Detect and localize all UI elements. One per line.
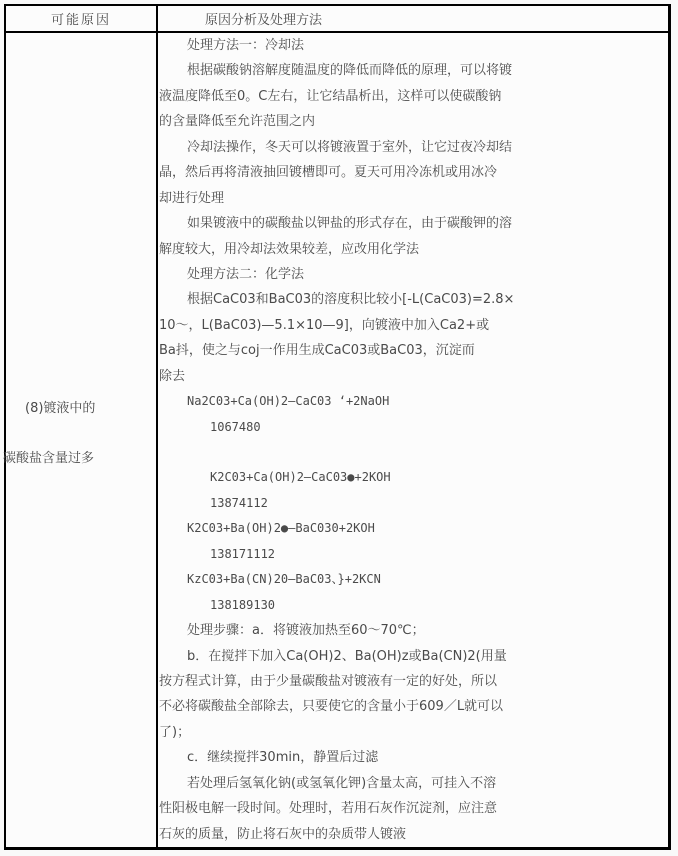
analysis-line: 解度较大，用冷却法效果较差，应改用化学法 bbox=[159, 241, 420, 257]
analysis-line: 处理方法二：化学法 bbox=[187, 266, 305, 282]
analysis-line: 1067480 bbox=[210, 419, 261, 434]
header-analysis-treatment: 原因分析及处理方法 bbox=[205, 13, 323, 28]
header-possible-cause: 可能原因 bbox=[50, 13, 111, 28]
analysis-line: 如果镀液中的碳酸盐以钾盐的形式存在，由于碳酸钾的溶 bbox=[187, 216, 513, 232]
analysis-line: 处理方法一：冷却法 bbox=[187, 38, 305, 53]
analysis-line: 138189130 bbox=[210, 597, 276, 612]
analysis-line: 不必将碳酸盐全部除去，只要使它的含量小于609／L就可以 bbox=[159, 699, 504, 715]
cause-cell bbox=[3, 33, 156, 847]
analysis-line: 液温度降低至0。C左右，让它结晶析出，这样可以使碳酸钠 bbox=[159, 88, 502, 104]
analysis-line: 13874112 bbox=[210, 495, 268, 510]
analysis-line: 按方程式计算，由于少量碳酸盐对镀液有一定的好处，所以 bbox=[159, 673, 498, 689]
cause-line-1: (8)镀液中的 bbox=[25, 401, 96, 416]
analysis-line: Ba抖，使之与coj一作用生成CaC03或BaC03，沉淀而 bbox=[159, 343, 475, 359]
analysis-line: 除去 bbox=[159, 368, 186, 384]
analysis-line bbox=[159, 440, 668, 465]
troubleshooting-table bbox=[4, 4, 671, 850]
table-header-row bbox=[6, 6, 668, 33]
analysis-line: K2C03+Ba(OH)2●—BaC030+2KOH bbox=[187, 521, 375, 536]
analysis-cell bbox=[158, 33, 668, 847]
analysis-line: b．在搅拌下加入Ca(OH)2、Ba(OH)z或Ba(CN)2(用量 bbox=[187, 648, 507, 664]
analysis-line: 晶，然后再将清液抽回镀槽即可。夏天可用冷冻机或用冰冷 bbox=[159, 165, 498, 181]
analysis-line: Na2C03+Ca(OH)2—CaC03 ‘+2NaOH bbox=[187, 394, 390, 409]
analysis-line: 冷却法操作，冬天可以将镀液置于室外，让它过夜冷却结 bbox=[187, 139, 513, 155]
analysis-line: 10～，L(BaC03)—5.1×10—9]，向镀液中加入Ca2+或 bbox=[159, 317, 490, 333]
analysis-line: K2C03+Ca(OH)2—CaC03●+2KOH bbox=[210, 470, 391, 485]
analysis-line: 根据碳酸钠溶解度随温度的降低而降低的原理，可以将镀 bbox=[187, 63, 513, 79]
analysis-line: 性阳极电解一段时间。处理时，若用石灰作沉淀剂，应注意 bbox=[159, 801, 498, 817]
analysis-line: c．继续搅拌30min，静置后过滤 bbox=[187, 750, 379, 766]
analysis-line: 石灰的质量，防止将石灰中的杂质带人镀液 bbox=[159, 826, 407, 842]
analysis-line: 若处理后氢氧化钠(或氢氧化钾)含量太高，可挂入不溶 bbox=[187, 775, 497, 791]
analysis-line: 138171112 bbox=[210, 546, 276, 561]
analysis-line: 了)； bbox=[159, 724, 191, 740]
analysis-line: 却进行处理 bbox=[159, 190, 225, 206]
analysis-line: 处理步骤：a．将镀液加热至60～70℃； bbox=[187, 623, 425, 639]
analysis-line: 根据CaC03和BaC03的溶度积比较小[-L(CaC03)=2.8× bbox=[187, 292, 515, 308]
analysis-line: KzC03+Ba(CN)20—BaC03、}+2KCN bbox=[187, 572, 381, 587]
cause-line-2: 碳酸盐含量过多 bbox=[3, 451, 95, 466]
analysis-line: 的含量降低至允许范围之内 bbox=[159, 114, 316, 130]
